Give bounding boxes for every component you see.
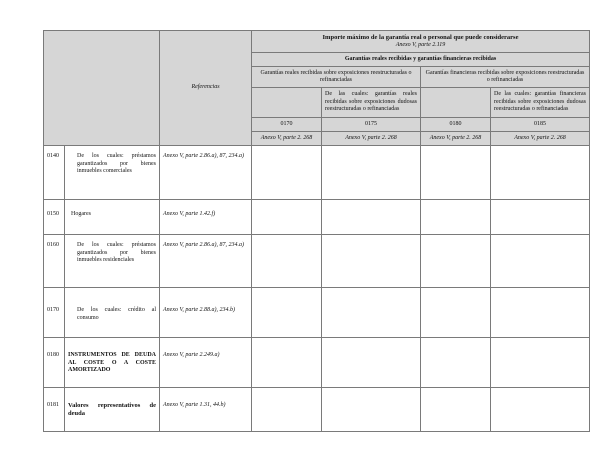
collateral-report-table [43, 30, 590, 432]
data-cell[interactable] [491, 200, 590, 235]
data-cell[interactable] [491, 146, 590, 200]
table-row [44, 388, 590, 432]
data-cell[interactable] [491, 288, 590, 338]
data-cell[interactable] [252, 338, 322, 388]
data-cell[interactable] [322, 146, 421, 200]
table-row [44, 235, 590, 288]
table-row [44, 338, 590, 388]
row-label: Valores representativos de deuda [65, 388, 160, 432]
main-header-title: Importe máximo de la garantía real o personal que puede considerarse [322, 33, 519, 41]
data-cell[interactable] [252, 388, 322, 432]
data-cell[interactable] [322, 235, 421, 288]
row-ref: Anexo V, parte 2.86.a), 87, 234.a) [160, 146, 252, 200]
main-header [252, 31, 590, 53]
row-label: De los cuales: préstamos garantizados por bienes inmuebles comerciales [65, 146, 160, 200]
col-code: 0180 [421, 118, 491, 132]
data-cell[interactable] [252, 146, 322, 200]
report-table-container [43, 30, 590, 432]
row-ref: Anexo V, parte 2.249.a) [160, 338, 252, 388]
data-cell[interactable] [252, 235, 322, 288]
col-group-1-blank [421, 88, 491, 118]
row-ref: Anexo V, parte 2.88.a), 234.b) [160, 288, 252, 338]
references-header: Referencias [160, 31, 252, 146]
data-cell[interactable] [421, 200, 491, 235]
row-ref: Anexo V, parte 1.42.f) [160, 200, 252, 235]
col-sub-header-1: De las cuales: garantías financieras recibidas sobre exposiciones dudosas reestructuradas o refinanciadas [491, 88, 590, 118]
row-code: 0181 [44, 388, 65, 432]
data-cell[interactable] [421, 235, 491, 288]
data-cell[interactable] [322, 200, 421, 235]
data-cell[interactable] [491, 235, 590, 288]
data-cell[interactable] [322, 388, 421, 432]
group-header: Garantías reales recibidas y garantías financieras recibidas [252, 53, 590, 67]
data-cell[interactable] [252, 288, 322, 338]
row-label: Hogares [65, 200, 160, 235]
row-label: INSTRUMENTOS DE DEUDA AL COSTE O A COSTE AMORTIZADO [65, 338, 160, 388]
data-cell[interactable] [491, 388, 590, 432]
row-code: 0150 [44, 200, 65, 235]
table-row [44, 288, 590, 338]
table-row [44, 146, 590, 200]
col-code: 0185 [491, 118, 590, 132]
col-code: 0170 [252, 118, 322, 132]
col-group-0-blank [252, 88, 322, 118]
row-ref: Anexo V, parte 2.86.a), 87, 234.a) [160, 235, 252, 288]
row-code: 0170 [44, 288, 65, 338]
col-ref: Anexo V, parte 2. 268 [252, 132, 322, 146]
col-code: 0175 [322, 118, 421, 132]
col-ref: Anexo V, parte 2. 268 [421, 132, 491, 146]
col-group-header-1: Garantías financieras recibidas sobre exposiciones reestructuradas o refinanciadas [421, 67, 590, 88]
row-ref: Anexo V, parte 1.31, 44.b) [160, 388, 252, 432]
row-label: De los cuales: crédito al consumo [65, 288, 160, 338]
row-code: 0160 [44, 235, 65, 288]
col-ref: Anexo V, parte 2. 268 [491, 132, 590, 146]
data-cell[interactable] [421, 388, 491, 432]
data-cell[interactable] [252, 200, 322, 235]
data-cell[interactable] [421, 146, 491, 200]
col-group-header-0: Garantías reales recibidas sobre exposiciones reestructuradas o refinanciadas [252, 67, 421, 88]
row-code: 0140 [44, 146, 65, 200]
data-cell[interactable] [322, 338, 421, 388]
data-cell[interactable] [322, 288, 421, 338]
row-code: 0180 [44, 338, 65, 388]
col-ref: Anexo V, parte 2. 268 [322, 132, 421, 146]
data-cell[interactable] [491, 338, 590, 388]
main-header-subtitle: Anexo V, parte 2.119 [395, 41, 446, 48]
blank-header-cell [44, 31, 160, 146]
col-sub-header-0: De las cuales: garantías reales recibidas sobre exposiciones dudosas reestructuradas o refinanciadas [322, 88, 421, 118]
data-cell[interactable] [421, 288, 491, 338]
data-cell[interactable] [421, 338, 491, 388]
table-row [44, 200, 590, 235]
row-label: De los cuales: préstamos garantizados por bienes inmuebles residenciales [65, 235, 160, 288]
